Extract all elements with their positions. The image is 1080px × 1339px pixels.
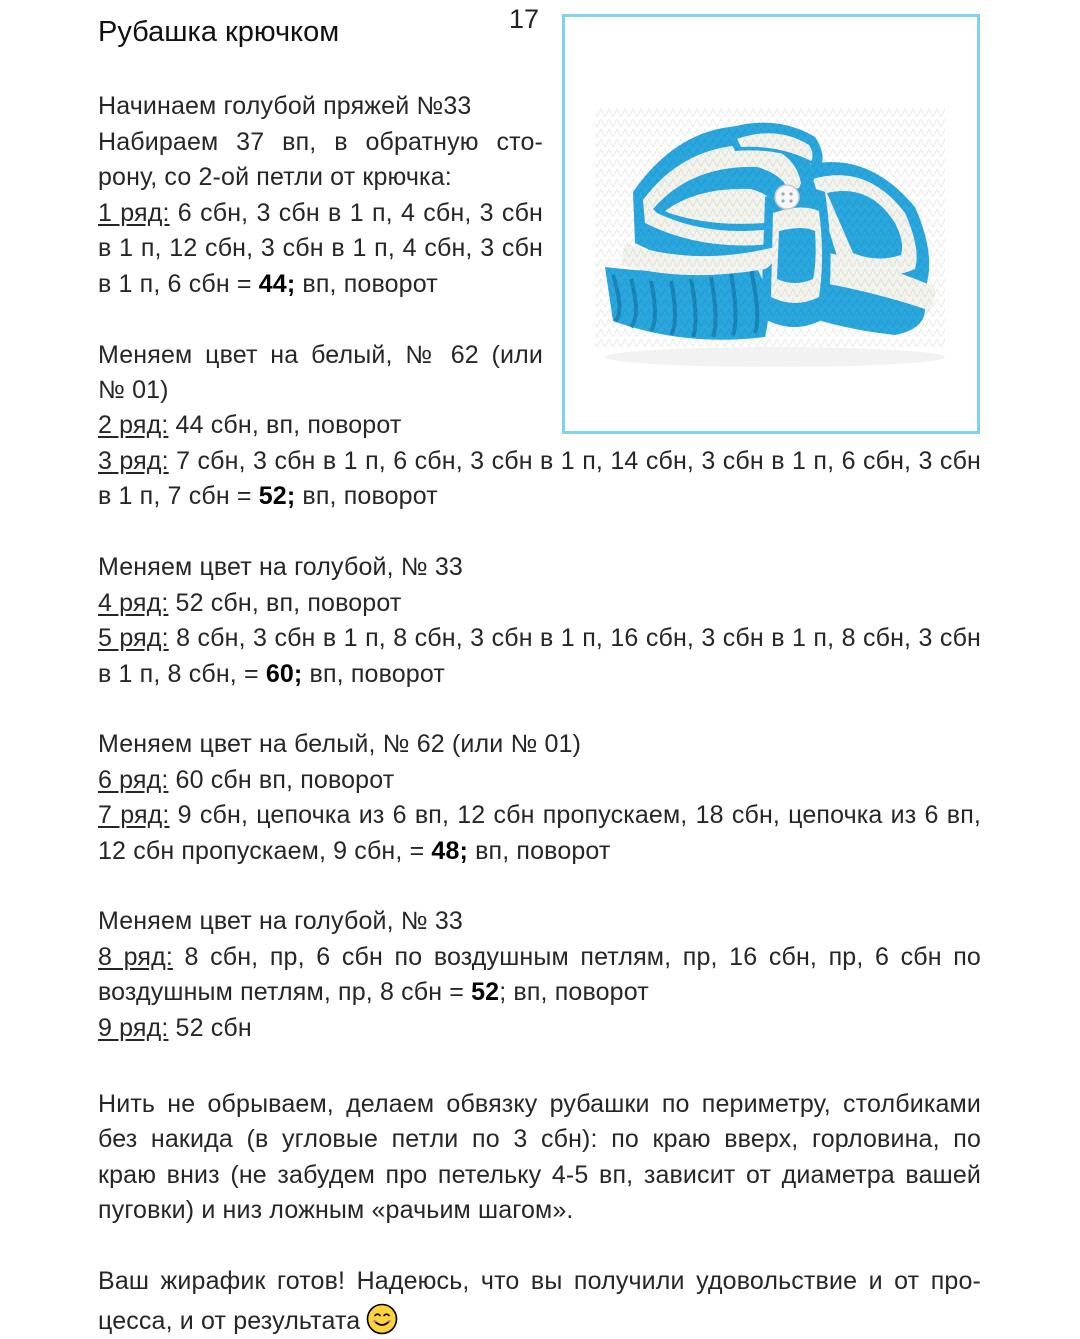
row-5-total: 60; [265,660,303,688]
change-white-1-line-1: Меняем цвет на белый, № 62 (или [98,341,543,369]
crochet-shirt-image [565,17,977,431]
row-1-line-1 [98,196,543,231]
row-8-text-c: ; вп, поворот [499,978,649,1006]
row-2-text: 44 сбн, вп, поворот [168,411,402,439]
intro-line-2: Набираем 37 вп, в обратную сто- [98,128,543,156]
row-4-label: 4 ряд: [98,589,169,617]
row-1-label: 1 ряд: [98,199,170,227]
row-6 [98,763,394,798]
outro-line-1: Ваш жирафик готов! Надеюсь, что вы получили удовольствие и от про- [98,1267,981,1295]
row-7-label: 7 ряд: [98,801,170,829]
row-8-total: 52 [471,978,500,1006]
row-8-text-b: воздушным петлям, пр, 8 сбн = [98,978,472,1006]
row-3-line-1 [98,444,981,479]
row-1-text-c: в 1 п, 6 сбн = [98,270,259,298]
page-number: 17 [509,4,540,34]
outro-line-2 [98,1303,398,1339]
row-5-line-1 [98,621,981,656]
row-9 [98,1011,252,1046]
change-white-2: Меняем цвет на белый, № 62 (или № 01) [98,730,582,758]
intro-line-1: Начинаем голубой пряжей №33 [98,92,472,120]
change-blue-1: Меняем цвет на голубой, № 33 [98,553,463,581]
row-9-label: 9 ряд: [98,1014,169,1042]
row-3-label: 3 ряд: [98,447,169,475]
row-2 [98,408,401,443]
row-7-text-c: вп, поворот [468,837,611,865]
row-5-text-c: вп, поворот [302,660,445,688]
outro-text: цесса, и от результата [98,1307,361,1335]
row-3-text-b: в 1 п, 7 сбн = [98,482,259,510]
finish-line-1: Нить не обрываем, делаем обвязку рубашки по периметру, столбиками [98,1090,981,1118]
row-8-label: 8 ряд: [98,943,173,971]
row-1-text-d: вп, поворот [295,270,438,298]
row-2-label: 2 ряд: [98,411,169,439]
row-6-text: 60 сбн вп, поворот [168,766,395,794]
row-7-line-2 [98,834,611,869]
row-5-text-b: в 1 п, 8 сбн, = [98,660,266,688]
row-3-total: 52; [258,482,296,510]
change-white-1-line-2: № 01) [98,376,169,404]
page-title: Рубашка крючком [98,16,340,48]
finish-line-2: без накида (в угловые петли по 3 сбн): по краю вверх, горловина, по [98,1125,981,1153]
row-5-line-2 [98,657,445,692]
row-4-text: 52 сбн, вп, поворот [168,589,402,617]
row-5-text-a: 8 сбн, 3 сбн в 1 п, 8 сбн, 3 сбн в 1 п, 16 сбн, 3 сбн в 1 п, 8 сбн, 3 сбн [168,624,981,652]
row-8-line-2 [98,975,649,1010]
row-8-line-1 [98,940,981,975]
row-1-text-a: 6 сбн, 3 сбн в 1 п, 4 сбн, 3 сбн [169,199,543,227]
row-1-line-2: в 1 п, 12 сбн, 3 сбн в 1 п, 4 сбн, 3 сбн [98,234,543,262]
shirt-photo [562,14,980,434]
row-1-line-3 [98,267,438,302]
row-7-total: 48; [431,837,469,865]
row-3-text-a: 7 сбн, 3 сбн в 1 п, 6 сбн, 3 сбн в 1 п, 14 сбн, 3 сбн в 1 п, 6 сбн, 3 сбн [168,447,981,475]
row-3-text-c: вп, поворот [295,482,438,510]
smiling-face-icon [366,1303,398,1335]
row-7-text-b: 12 сбн пропускаем, 9 сбн, = [98,837,432,865]
row-7-line-1 [98,798,981,833]
intro-line-3: рону, со 2-ой петли от крючка: [98,163,452,191]
finish-line-4: пуговки) и низ ложным «рачьим шагом». [98,1196,574,1224]
row-1-total: 44; [258,270,296,298]
change-blue-2: Меняем цвет на голубой, № 33 [98,907,463,935]
row-4 [98,586,401,621]
row-5-label: 5 ряд: [98,624,169,652]
row-3-line-2 [98,479,438,514]
row-9-text: 52 сбн [168,1014,252,1042]
row-8-text-a: 8 сбн, пр, 6 сбн по воздушным петлям, пр, 16 сбн, пр, 6 сбн по [172,943,981,971]
row-7-text-a: 9 сбн, цепочка из 6 вп, 12 сбн пропускаем, 18 сбн, цепочка из 6 вп, [169,801,981,829]
finish-line-3: краю вниз (не забудем про петельку 4-5 вп, зависит от диаметра вашей [98,1161,981,1189]
row-6-label: 6 ряд: [98,766,169,794]
